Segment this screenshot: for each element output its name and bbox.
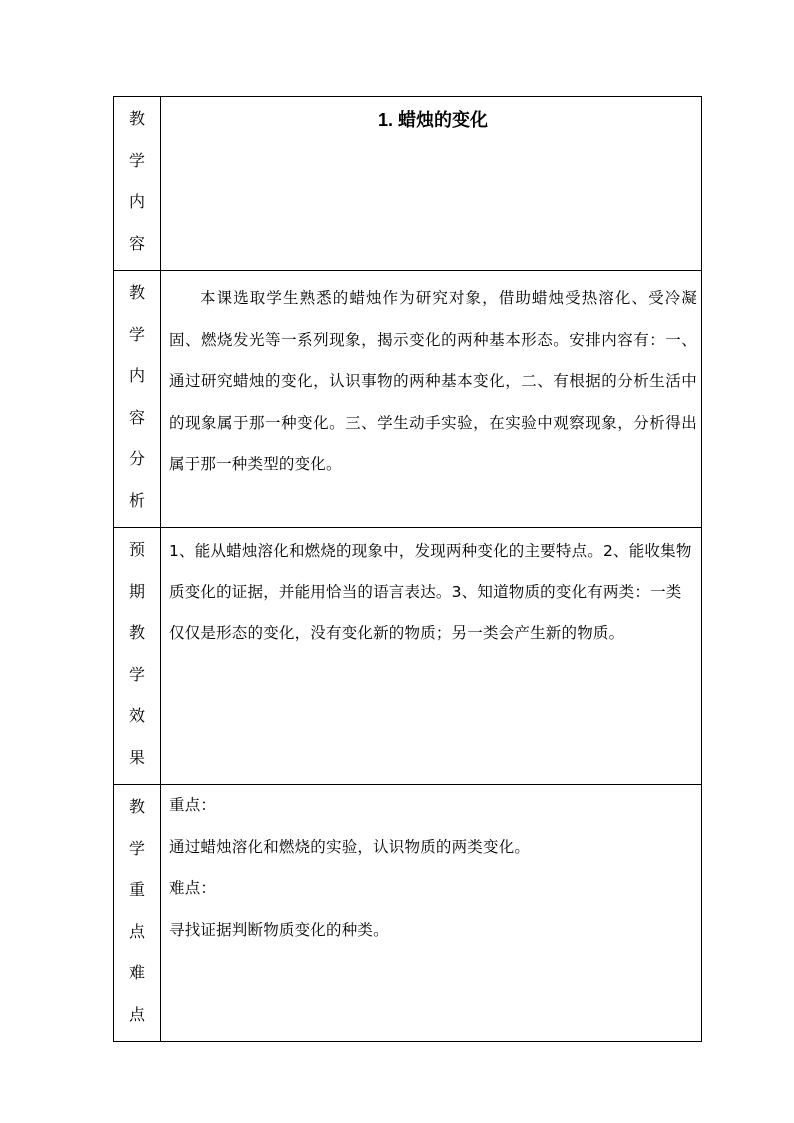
label-content-analysis bbox=[114, 271, 161, 528]
label-char: 期 bbox=[128, 581, 145, 601]
label-char: 果 bbox=[128, 747, 145, 767]
label-char: 学 bbox=[128, 664, 145, 684]
key-point-heading: 重点： bbox=[169, 796, 217, 814]
label-char: 内 bbox=[128, 192, 145, 211]
label-char: 学 bbox=[128, 150, 145, 170]
row-teaching-content bbox=[114, 97, 702, 271]
label-char: 容 bbox=[128, 233, 145, 253]
row-expected-effects bbox=[114, 528, 702, 785]
label-char: 重 bbox=[128, 880, 145, 899]
label-char: 学 bbox=[128, 838, 145, 858]
label-char: 难 bbox=[128, 963, 145, 982]
label-char: 预 bbox=[128, 540, 145, 559]
label-char: 析 bbox=[128, 490, 145, 510]
key-point-text: 通过蜡烛溶化和燃烧的实验，认识物质的两类变化。 bbox=[169, 837, 531, 856]
label-char: 教 bbox=[128, 109, 145, 128]
lesson-plan-table bbox=[113, 96, 702, 1042]
row-key-points bbox=[114, 785, 702, 1042]
label-key-points bbox=[114, 785, 161, 1042]
label-char: 容 bbox=[128, 407, 145, 427]
content-analysis-text-cell bbox=[161, 271, 702, 528]
difficulty-heading: 难点： bbox=[169, 879, 217, 897]
lesson-title: 1. 蜡烛的变化 bbox=[377, 110, 488, 130]
content-teaching-content bbox=[161, 97, 702, 271]
label-char: 点 bbox=[128, 921, 145, 941]
key-points-text-cell bbox=[161, 785, 702, 1042]
expected-effects-text-cell bbox=[161, 528, 702, 785]
content-analysis-paragraph: 本课选取学生熟悉的蜡烛作为研究对象，借助蜡烛受热溶化、受冷凝固、燃烧发光等一系列现象，揭示变化的两种基本形态。安排内容有：一、通过研究蜡烛的变化，认识事物的两种基本变化，二、有根据的分析生活中的现象属于那一种变化。三、学生动手实验，在实验中观察现象，分析得出属于那一种类型的变化。 bbox=[169, 289, 697, 473]
label-char: 学 bbox=[128, 324, 145, 344]
row-content-analysis bbox=[114, 271, 702, 528]
label-char: 分 bbox=[128, 449, 145, 468]
label-char: 点 bbox=[128, 1004, 145, 1024]
label-char: 教 bbox=[128, 623, 145, 642]
label-char: 内 bbox=[128, 366, 145, 385]
expected-effects-paragraph: 1、能从蜡烛溶化和燃烧的现象中，发现两种变化的主要特点。2、能收集物质变化的证据，并能用恰当的语言表达。3、知道物质的变化有两类：一类仅仅是形态的变化，没有变化新的物质；另一类会产生新的物质。 bbox=[169, 542, 692, 642]
label-char: 教 bbox=[128, 797, 145, 816]
label-expected-effects bbox=[114, 528, 161, 785]
label-char: 效 bbox=[128, 706, 145, 725]
label-teaching-content bbox=[114, 97, 161, 271]
label-char: 教 bbox=[128, 283, 145, 302]
difficulty-text: 寻找证据判断物质变化的种类。 bbox=[169, 920, 389, 939]
